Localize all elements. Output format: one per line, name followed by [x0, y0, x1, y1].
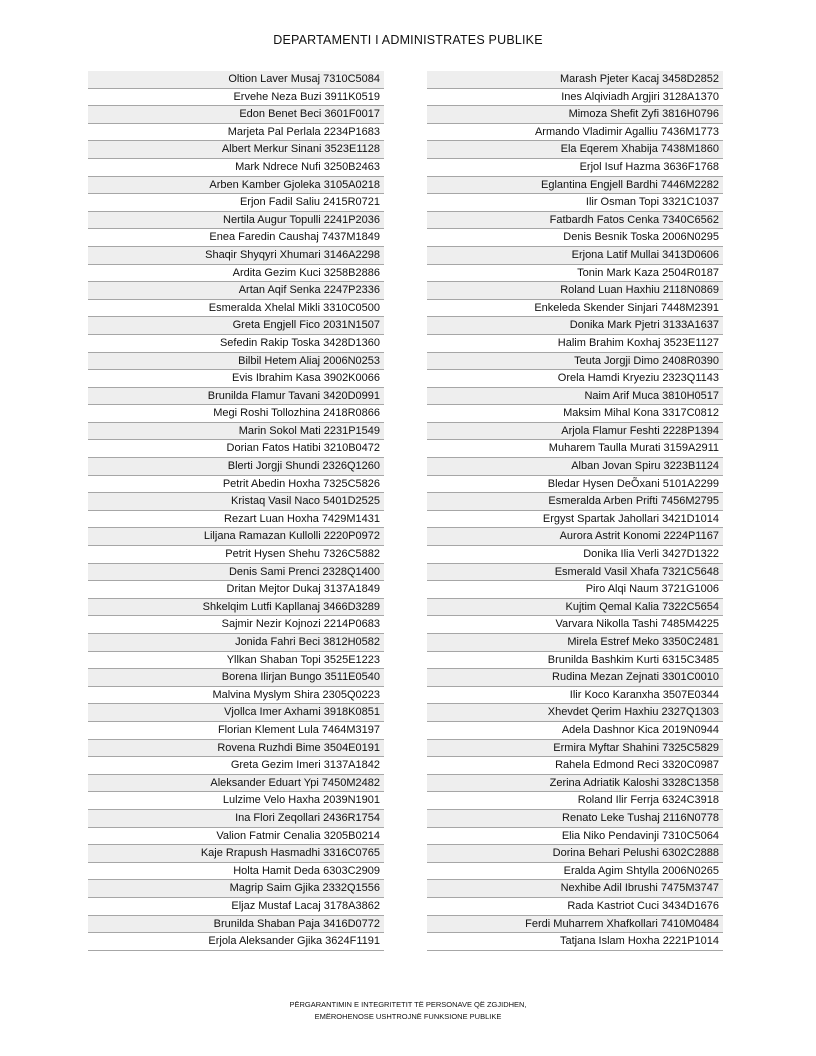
- page-footer: [0, 999, 816, 1023]
- footer-line-2: EMËROHENOSE USHTROJNË FUNKSIONE PUBLIKE: [314, 1012, 502, 1021]
- list-item: Marjeta Pal Perlala 2234P1683: [88, 124, 384, 142]
- list-item: Xhevdet Qerim Haxhiu 2327Q1303: [427, 704, 723, 722]
- list-item: Nertila Augur Topulli 2241P2036: [88, 212, 384, 230]
- list-item: Rudina Mezan Zejnati 3301C0010: [427, 669, 723, 687]
- list-item: Piro Alqi Naum 3721G1006: [427, 581, 723, 599]
- list-item: Elia Niko Pendavinji 7310C5064: [427, 828, 723, 846]
- list-item: Shkelqim Lutfi Kapllanaj 3466D3289: [88, 599, 384, 617]
- list-item: Rada Kastriot Cuci 3434D1676: [427, 898, 723, 916]
- list-item: Denis Besnik Toska 2006N0295: [427, 229, 723, 247]
- list-item: Donika Ilia Verli 3427D1322: [427, 546, 723, 564]
- list-item: Dorian Fatos Hatibi 3210B0472: [88, 440, 384, 458]
- list-item: Tonin Mark Kaza 2504R0187: [427, 265, 723, 283]
- list-item: Brunilda Bashkim Kurti 6315C3485: [427, 652, 723, 670]
- list-item: Enkeleda Skender Sinjari 7448M2391: [427, 300, 723, 318]
- list-item: Brunilda Flamur Tavani 3420D0991: [88, 388, 384, 406]
- list-item: Liljana Ramazan Kullolli 2220P0972: [88, 528, 384, 546]
- list-item: Ermira Myftar Shahini 7325C5829: [427, 740, 723, 758]
- list-item: Valion Fatmir Cenalia 3205B0214: [88, 828, 384, 846]
- list-item: Esmerald Vasil Xhafa 7321C5648: [427, 564, 723, 582]
- list-item: Dritan Mejtor Dukaj 3137A1849: [88, 581, 384, 599]
- list-item: Denis Sami Prenci 2328Q1400: [88, 564, 384, 582]
- list-item: Ferdi Muharrem Xhafkollari 7410M0484: [427, 916, 723, 934]
- list-item: Aleksander Eduart Ypi 7450M2482: [88, 775, 384, 793]
- list-item: Albert Merkur Sinani 3523E1128: [88, 141, 384, 159]
- left-name-list: [88, 71, 384, 951]
- list-item: Arben Kamber Gjoleka 3105A0218: [88, 177, 384, 195]
- list-item: Ela Eqerem Xhabija 7438M1860: [427, 141, 723, 159]
- page-title: DEPARTAMENTI I ADMINISTRATES PUBLIKE: [273, 33, 543, 47]
- list-item: Greta Gezim Imeri 3137A1842: [88, 757, 384, 775]
- list-item: Kristaq Vasil Naco 5401D2525: [88, 493, 384, 511]
- list-item: Dorina Behari Pelushi 6302C2888: [427, 845, 723, 863]
- list-item: Orela Hamdi Kryeziu 2323Q1143: [427, 370, 723, 388]
- list-item: Rovena Ruzhdi Bime 3504E0191: [88, 740, 384, 758]
- list-item: Erjona Latif Mullai 3413D0606: [427, 247, 723, 265]
- list-item: Lulzime Velo Haxha 2039N1901: [88, 792, 384, 810]
- list-item: Ardita Gezim Kuci 3258B2886: [88, 265, 384, 283]
- list-item: Greta Engjell Fico 2031N1507: [88, 317, 384, 335]
- list-item: Bilbil Hetem Aliaj 2006N0253: [88, 353, 384, 371]
- list-item: Roland Luan Haxhiu 2118N0869: [427, 282, 723, 300]
- list-item: Oltion Laver Musaj 7310C5084: [88, 71, 384, 89]
- list-item: Ergyst Spartak Jahollari 3421D1014: [427, 511, 723, 529]
- list-item: Mark Ndrece Nufi 3250B2463: [88, 159, 384, 177]
- list-item: Holta Hamit Deda 6303C2909: [88, 863, 384, 881]
- list-item: Armando Vladimir Agalliu 7436M1773: [427, 124, 723, 142]
- list-item: Malvina Myslym Shira 2305Q0223: [88, 687, 384, 705]
- list-item: Donika Mark Pjetri 3133A1637: [427, 317, 723, 335]
- list-item: Florian Klement Lula 7464M3197: [88, 722, 384, 740]
- list-item: Maksim Mihal Kona 3317C0812: [427, 405, 723, 423]
- list-item: Brunilda Shaban Paja 3416D0772: [88, 916, 384, 934]
- list-item: Blerti Jorgji Shundi 2326Q1260: [88, 458, 384, 476]
- list-item: Mirela Estref Meko 3350C2481: [427, 634, 723, 652]
- list-item: Teuta Jorgji Dimo 2408R0390: [427, 353, 723, 371]
- list-item: Zerina Adriatik Kaloshi 3328C1358: [427, 775, 723, 793]
- list-item: Ilir Koco Karanxha 3507E0344: [427, 687, 723, 705]
- list-item: Shaqir Shyqyri Xhumari 3146A2298: [88, 247, 384, 265]
- list-item: Borena Ilirjan Bungo 3511E0540: [88, 669, 384, 687]
- list-item: Erjol Isuf Hazma 3636F1768: [427, 159, 723, 177]
- list-item: Artan Aqif Senka 2247P2336: [88, 282, 384, 300]
- list-item: Esmeralda Xhelal Mikli 3310C0500: [88, 300, 384, 318]
- list-item: Vjollca Imer Axhami 3918K0851: [88, 704, 384, 722]
- list-item: Naim Arif Muca 3810H0517: [427, 388, 723, 406]
- list-item: Enea Faredin Caushaj 7437M1849: [88, 229, 384, 247]
- list-item: Sefedin Rakip Toska 3428D1360: [88, 335, 384, 353]
- list-item: Magrip Saim Gjika 2332Q1556: [88, 880, 384, 898]
- list-item: Marash Pjeter Kacaj 3458D2852: [427, 71, 723, 89]
- list-item: Aurora Astrit Konomi 2224P1167: [427, 528, 723, 546]
- list-item: Kujtim Qemal Kalia 7322C5654: [427, 599, 723, 617]
- list-item: Marin Sokol Mati 2231P1549: [88, 423, 384, 441]
- list-item: Tatjana Islam Hoxha 2221P1014: [427, 933, 723, 951]
- list-item: Esmeralda Arben Prifti 7456M2795: [427, 493, 723, 511]
- list-item: Petrit Abedin Hoxha 7325C5826: [88, 476, 384, 494]
- list-item: Halim Brahim Koxhaj 3523E1127: [427, 335, 723, 353]
- list-item: Nexhibe Adil Ibrushi 7475M3747: [427, 880, 723, 898]
- list-item: Rahela Edmond Reci 3320C0987: [427, 757, 723, 775]
- list-item: Mimoza Shefit Zyfi 3816H0796: [427, 106, 723, 124]
- list-item: Ina Flori Zeqollari 2436R1754: [88, 810, 384, 828]
- list-item: Renato Leke Tushaj 2116N0778: [427, 810, 723, 828]
- list-item: Eglantina Engjell Bardhi 7446M2282: [427, 177, 723, 195]
- list-item: Erjola Aleksander Gjika 3624F1191: [88, 933, 384, 951]
- list-item: Megi Roshi Tollozhina 2418R0866: [88, 405, 384, 423]
- list-item: Muharem Taulla Murati 3159A2911: [427, 440, 723, 458]
- list-item: Sajmir Nezir Kojnozi 2214P0683: [88, 616, 384, 634]
- list-item: Petrit Hysen Shehu 7326C5882: [88, 546, 384, 564]
- list-item: Rezart Luan Hoxha 7429M1431: [88, 511, 384, 529]
- list-item: Ilir Osman Topi 3321C1037: [427, 194, 723, 212]
- list-item: Varvara Nikolla Tashi 7485M4225: [427, 616, 723, 634]
- list-item: Eralda Agim Shtylla 2006N0265: [427, 863, 723, 881]
- list-item: Jonida Fahri Beci 3812H0582: [88, 634, 384, 652]
- list-item: Alban Jovan Spiru 3223B1124: [427, 458, 723, 476]
- list-item: Evis Ibrahim Kasa 3902K0066: [88, 370, 384, 388]
- footer-line-1: PËRGARANTIMIN E INTEGRITETIT TË PERSONAVE QË ZGJIDHEN,: [289, 1000, 527, 1009]
- list-item: Kaje Rrapush Hasmadhi 3316C0765: [88, 845, 384, 863]
- list-item: Yllkan Shaban Topi 3525E1223: [88, 652, 384, 670]
- list-item: Eljaz Mustaf Lacaj 3178A3862: [88, 898, 384, 916]
- list-item: Ervehe Neza Buzi 3911K0519: [88, 89, 384, 107]
- right-name-list: [427, 71, 723, 951]
- list-item: Fatbardh Fatos Cenka 7340C6562: [427, 212, 723, 230]
- list-item: Roland Ilir Ferrja 6324C3918: [427, 792, 723, 810]
- list-item: Ines Alqiviadh Argjiri 3128A1370: [427, 89, 723, 107]
- list-item: Edon Benet Beci 3601F0017: [88, 106, 384, 124]
- list-item: Bledar Hysen DeÕxani 5101A2299: [427, 476, 723, 494]
- list-item: Adela Dashnor Kica 2019N0944: [427, 722, 723, 740]
- list-item: Erjon Fadil Saliu 2415R0721: [88, 194, 384, 212]
- list-item: Arjola Flamur Feshti 2228P1394: [427, 423, 723, 441]
